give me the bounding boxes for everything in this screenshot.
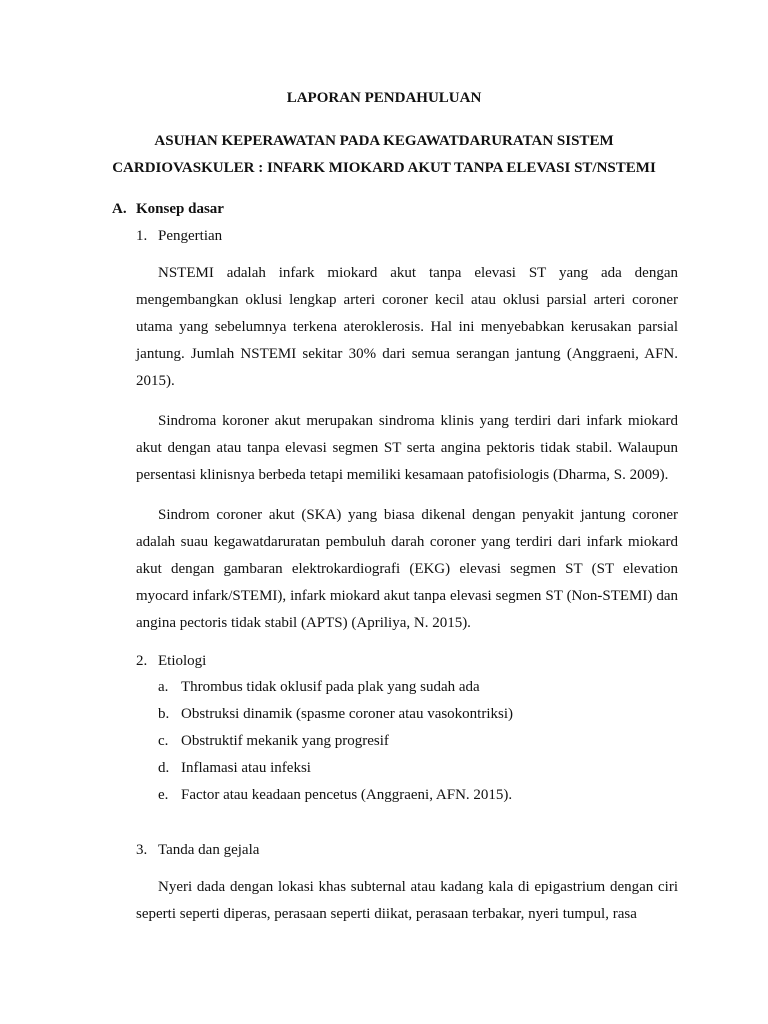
section-a-heading <box>112 199 224 219</box>
list-item <box>158 758 513 785</box>
list-item-marker: b. <box>158 706 170 722</box>
list-item-text: Obstruktif mekanik yang progresif <box>181 733 389 749</box>
list-item <box>158 704 513 731</box>
pengertian-paragraph-1: NSTEMI adalah infark miokard akut tanpa elevasi ST yang ada dengan mengembangkan oklusi lengkap arteri coroner kecil atau oklusi parsial arteri coroner utama yang sebelumnya terkena ateroklerosis. Hal ini menyebabkan kerusakan parsial jantung. Jumlah NSTEMI sekitar 30% dari semua serangan jantung (Anggraeni, AFN. 2015). <box>136 265 678 389</box>
list-item-text: Thrombus tidak oklusif pada plak yang sudah ada <box>181 679 480 695</box>
etiologi-title: Etiologi <box>158 653 207 669</box>
etiologi-number: 2. <box>136 653 148 669</box>
pengertian-paragraph-2: Sindroma koroner akut merupakan sindroma klinis yang terdiri dari infark miokard akut dengan atau tanpa elevasi segmen ST serta angina pektoris tidak stabil. Walaupun persentasi klinisnya berbeda tetapi memiliki kesamaan patofisiologis (Dharma, S. 2009). <box>136 413 678 483</box>
list-item-marker: c. <box>158 733 169 749</box>
list-item-marker: d. <box>158 760 170 776</box>
tanda-gejala-heading <box>136 840 259 860</box>
list-item <box>158 677 513 704</box>
pengertian-title: Pengertian <box>158 228 223 244</box>
section-a-letter: A. <box>112 201 127 217</box>
list-item-text: Factor atau keadaan pencetus (Anggraeni, AFN. 2015). <box>181 787 513 803</box>
list-item-marker: a. <box>158 679 169 695</box>
tanda-gejala-title: Tanda dan gejala <box>158 842 260 858</box>
pengertian-heading <box>136 226 222 246</box>
list-item-text: Inflamasi atau infeksi <box>181 760 311 776</box>
etiologi-list <box>158 677 513 812</box>
etiologi-heading <box>136 651 206 671</box>
document-subtitle <box>60 128 708 182</box>
list-item <box>158 731 513 758</box>
tanda-gejala-paragraph: Nyeri dada dengan lokasi khas subternal atau kadang kala di epigastrium dengan ciri seperti seperti diperas, perasaan seperti diikat, perasaan terbakar, nyeri tumpul, rasa <box>136 879 678 922</box>
tanda-gejala-number: 3. <box>136 842 148 858</box>
subtitle-line-1: ASUHAN KEPERAWATAN PADA KEGAWATDARURATAN SISTEM <box>154 133 614 149</box>
subtitle-line-2: CARDIOVASKULER : INFARK MIOKARD AKUT TANPA ELEVASI ST/NSTEMI <box>112 160 656 176</box>
list-item <box>158 785 513 812</box>
section-a-title: Konsep dasar <box>136 201 224 217</box>
list-item-marker: e. <box>158 787 169 803</box>
pengertian-number: 1. <box>136 228 148 244</box>
document-title: LAPORAN PENDAHULUAN <box>286 90 482 106</box>
pengertian-paragraph-3: Sindrom coroner akut (SKA) yang biasa dikenal dengan penyakit jantung coroner adalah suau kegawatdaruratan pembuluh darah coroner yang terdiri dari infark miokard akut dengan gambaran elektrokardiografi (EKG) elevasi segmen ST (ST elevation myocard infark/STEMI), infark miokard akut tanpa elevasi segmen ST (Non-STEMI) dan angina pectoris tidak stabil (APTS) (Apriliya, N. 2015). <box>136 507 678 631</box>
list-item-text: Obstruksi dinamik (spasme coroner atau vasokontriksi) <box>181 706 514 722</box>
